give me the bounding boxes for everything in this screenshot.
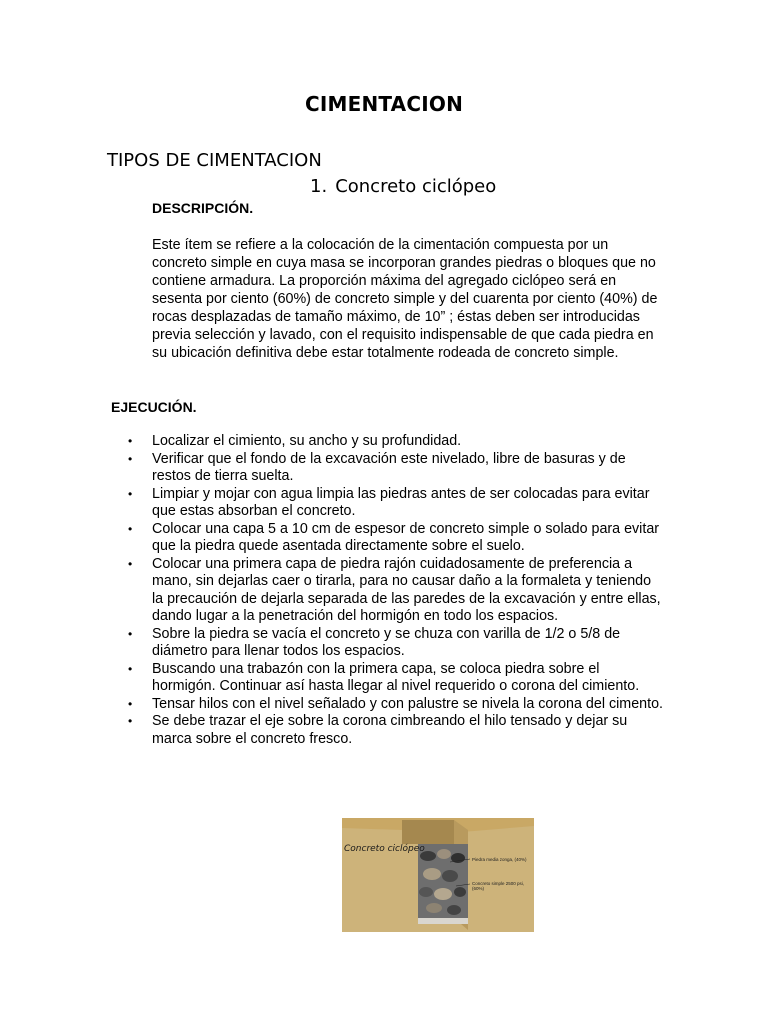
bullet-icon: • xyxy=(128,486,133,501)
stone xyxy=(423,868,441,880)
stone xyxy=(442,870,458,882)
bullet-icon: • xyxy=(128,696,133,711)
list-item xyxy=(128,626,664,661)
stone xyxy=(419,887,433,897)
section-title-text: Concreto ciclópeo xyxy=(335,176,497,197)
list-item-text: Verificar que el fondo de la excavación este nivelado, libre de basuras y de restos de tierra suelta. xyxy=(152,450,626,484)
bullet-icon: • xyxy=(128,626,133,641)
description-heading: DESCRIPCIÓN. xyxy=(152,200,254,216)
base-layer xyxy=(418,918,468,924)
bullet-icon: • xyxy=(128,556,133,571)
list-item xyxy=(128,713,664,748)
list-item-text: Tensar hilos con el nivel señalado y con palustre se nivela la corona del cimento. xyxy=(152,695,664,712)
list-item xyxy=(128,521,664,556)
bullet-icon: • xyxy=(128,714,133,728)
document-title: CIMENTACION xyxy=(304,92,464,116)
list-item xyxy=(128,696,664,714)
section-title xyxy=(310,176,496,197)
list-item xyxy=(128,661,664,696)
list-item-text: Colocar una capa 5 a 10 cm de espesor de concreto simple o solado para evitar que la piedra quede asentada directamente sobre el suelo. xyxy=(152,520,660,554)
list-item-text: Buscando una trabazón con la primera capa, se coloca piedra sobre el hormigón. Continuar así hasta llegar al nivel requerido o corona del cimiento. xyxy=(152,660,640,694)
list-item xyxy=(128,556,664,626)
stone-label: Piedra media zonga, (40%) xyxy=(472,857,527,862)
bullet-icon: • xyxy=(128,521,133,536)
bullet-icon: • xyxy=(128,451,133,466)
list-item xyxy=(128,433,664,451)
cyclopean-concrete-illustration xyxy=(342,818,534,932)
bullet-icon: • xyxy=(128,661,133,676)
execution-steps-list xyxy=(128,433,664,748)
concrete-label: Concreto simple 2500 psi, (60%) xyxy=(472,881,525,891)
document-subtitle: TIPOS DE CIMENTACION xyxy=(107,150,322,171)
stone xyxy=(434,888,452,900)
list-item-text: Sobre la piedra se vacía el concreto y se chuza con varilla de 1/2 o 5/8 de diámetro para llenar todos los espacios. xyxy=(152,625,621,659)
bullet-icon: • xyxy=(128,434,133,448)
list-item xyxy=(128,486,664,521)
list-item xyxy=(128,451,664,486)
list-item-text: Colocar una primera capa de piedra rajón cuidadosamente de preferencia a mano, sin dejarlas caer o tirarla, para no causar daño a la formaleta y teniendo la precaución de dejarla separada de las paredes de la excavación y entre ellas, dando lugar a la penetración del hormigón en todo los espacios. xyxy=(152,555,661,624)
stone xyxy=(426,903,442,913)
stone xyxy=(454,887,466,897)
description-paragraph: Este ítem se refiere a la colocación de la cimentación compuesta por un concreto simple en cuya masa se incorporan grandes piedras o bloques que no contiene armadura. La proporción máxima del agregado ciclópeo será en sesenta por ciento (60%) de concreto simple y del cuarenta por ciento (40%) de rocas desplazadas de tamaño máximo, de 10” ; éstas deben ser introducidas previa selección y lavado, con el requisito indispensable de que cada piedra en su ubicación definitiva debe estar totalmente rodeada de concreto simple. xyxy=(152,237,658,361)
list-item-text: Limpiar y mojar con agua limpia las piedras antes de ser colocadas para evitar que estas absorban el concreto. xyxy=(152,485,650,519)
section-number: 1. xyxy=(310,176,328,197)
trench-back-wall xyxy=(402,820,454,844)
stone xyxy=(447,905,461,915)
foundation-diagram xyxy=(342,818,534,932)
execution-heading: EJECUCIÓN. xyxy=(111,399,197,415)
stone xyxy=(437,849,451,859)
figure-caption: Concreto ciclópeo xyxy=(344,844,425,854)
list-item-text: Localizar el cimiento, su ancho y su profundidad. xyxy=(152,433,462,449)
list-item-text: Se debe trazar el eje sobre la corona cimbreando el hilo tensado y dejar su marca sobre el concreto fresco. xyxy=(152,713,628,747)
